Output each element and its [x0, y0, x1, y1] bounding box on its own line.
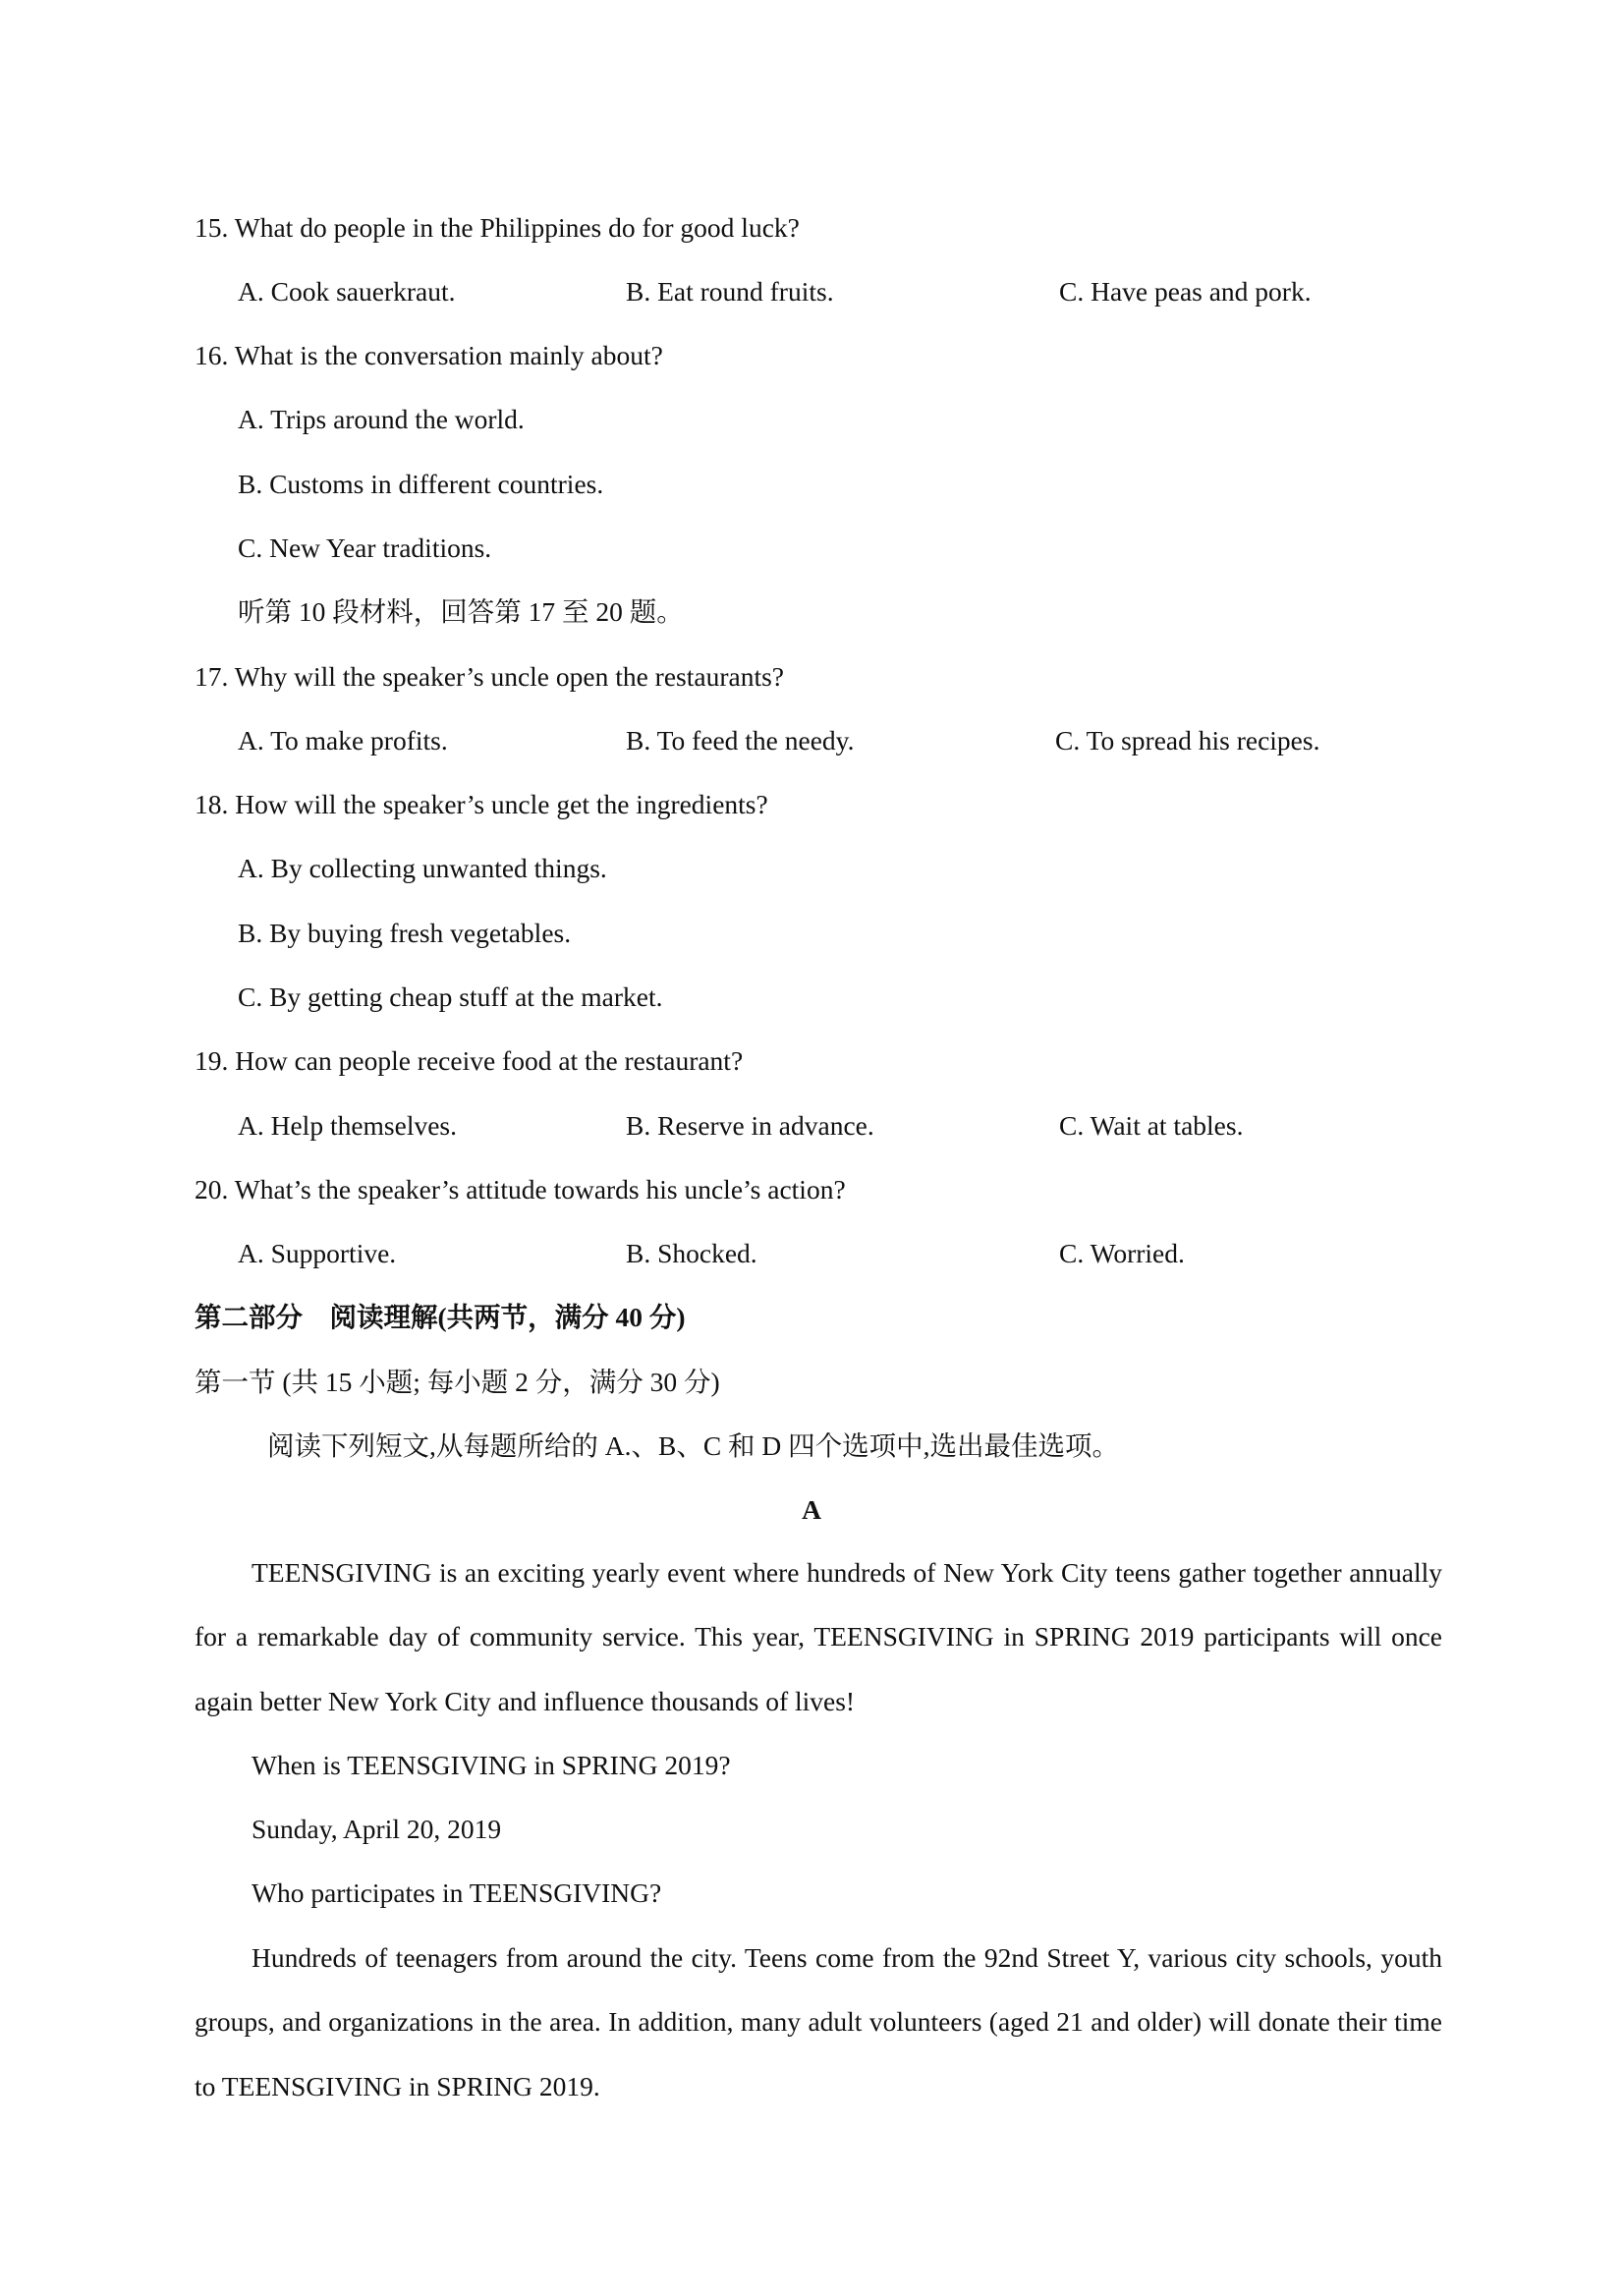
question-16-option-a: A. Trips around the world. [238, 404, 525, 434]
part-two-heading: 第二部分 阅读理解(共两节，满分 40 分) [195, 1302, 686, 1332]
question-17-option-a: A. To make profits. [238, 725, 448, 756]
question-number: 16. [195, 340, 229, 370]
passage-question-when: When is TEENSGIVING in SPRING 2019? [252, 1750, 731, 1780]
question-17-stem [195, 657, 784, 697]
question-number: 19. [195, 1045, 229, 1076]
question-15-option-a: A. Cook sauerkraut. [238, 276, 456, 307]
question-17-option-b: B. To feed the needy. [626, 725, 855, 756]
question-text: How will the speaker’s uncle get the ingredients? [235, 789, 768, 819]
question-number: 17. [195, 661, 229, 692]
passage-question-who: Who participates in TEENSGIVING? [252, 1877, 662, 1908]
question-18-option-b: B. By buying fresh vegetables. [238, 918, 572, 948]
question-19-option-c: C. Wait at tables. [1059, 1110, 1244, 1141]
question-15-option-c: C. Have peas and pork. [1059, 276, 1312, 307]
question-16-option-c: C. New Year traditions. [238, 532, 492, 563]
question-19-stem [195, 1041, 743, 1081]
reading-instructions: 阅读下列短文,从每题所给的 A.、B、C 和 D 四个选项中,选出最佳选项。 [267, 1430, 1120, 1461]
question-20-stem [195, 1170, 846, 1209]
question-18-option-c: C. By getting cheap stuff at the market. [238, 981, 663, 1012]
question-15-option-b: B. Eat round fruits. [626, 276, 834, 307]
question-15-stem [195, 208, 800, 248]
question-text: What’s the speaker’s attitude towards his uncle’s action? [234, 1174, 846, 1204]
question-16-stem [195, 336, 663, 375]
section-one-heading: 第一节 (共 15 小题; 每小题 2 分，满分 30 分) [195, 1367, 720, 1397]
question-20-option-c: C. Worried. [1059, 1238, 1185, 1268]
question-text: What do people in the Philippines do for good luck? [234, 212, 800, 243]
question-17-option-c: C. To spread his recipes. [1055, 725, 1320, 756]
question-19-option-a: A. Help themselves. [238, 1110, 458, 1141]
question-18-stem [195, 785, 768, 824]
question-number: 20. [195, 1174, 229, 1204]
question-text: What is the conversation mainly about? [234, 340, 663, 370]
question-number: 18. [195, 789, 229, 819]
passage-answer-date: Sunday, April 20, 2019 [252, 1814, 502, 1844]
passage-answer-participants: Hundreds of teenagers from around the city. Teens come from the 92nd Street Y, various city schools, youth groups, and organizations in the area. In addition, many adult volunteers (aged 21 and older) will donate their time to TEENSGIVING in SPRING 2019. [195, 1942, 1442, 2101]
question-20-option-b: B. Shocked. [626, 1238, 757, 1268]
question-text: Why will the speaker’s uncle open the restaurants? [234, 661, 784, 692]
listening-instruction: 听第 10 段材料，回答第 17 至 20 题。 [238, 596, 684, 627]
question-18-option-a: A. By collecting unwanted things. [238, 853, 607, 883]
question-19-option-b: B. Reserve in advance. [626, 1110, 874, 1141]
question-number: 15. [195, 212, 229, 243]
question-text: How can people receive food at the restaurant? [235, 1045, 744, 1076]
passage-title: A [802, 1494, 821, 1525]
passage-paragraph-intro: TEENSGIVING is an exciting yearly event where hundreds of New York City teens gather together annually for a remarkable day of community service. This year, TEENSGIVING in SPRING 2019 participants will once again better New York City and influence thousands of lives! [195, 1557, 1442, 1716]
question-20-option-a: A. Supportive. [238, 1238, 397, 1268]
question-16-option-b: B. Customs in different countries. [238, 469, 604, 499]
